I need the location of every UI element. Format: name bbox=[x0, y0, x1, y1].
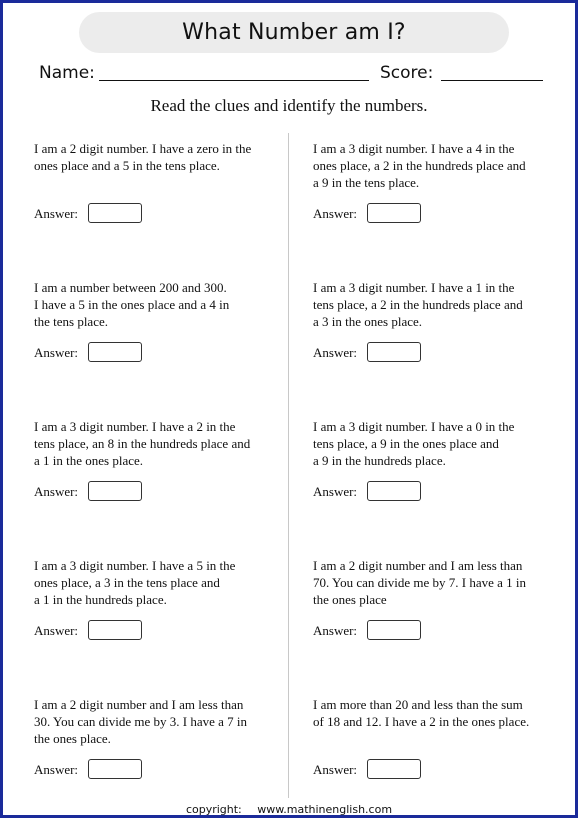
answer-box[interactable] bbox=[88, 203, 142, 223]
problem-1 bbox=[34, 140, 274, 221]
answer-label: Answer: bbox=[313, 206, 358, 221]
footer bbox=[3, 803, 575, 816]
problem-9 bbox=[34, 696, 274, 777]
score-label: Score: bbox=[380, 63, 434, 83]
clue-text: I am a 3 digit number. I have a 2 in the tens place, an 8 in the hundreds place and a 1 in the ones place. bbox=[34, 419, 251, 468]
clue-text: I am a number between 200 and 300. I have a 5 in the ones place and a 4 in the tens place. bbox=[34, 280, 230, 329]
problem-5 bbox=[34, 418, 274, 499]
name-field-line[interactable] bbox=[99, 80, 369, 81]
answer-label: Answer: bbox=[34, 762, 79, 777]
answer-box[interactable] bbox=[367, 620, 421, 640]
answer-label: Answer: bbox=[313, 762, 358, 777]
problem-7 bbox=[34, 557, 274, 638]
name-label: Name: bbox=[39, 63, 95, 83]
problem-2 bbox=[313, 140, 553, 221]
answer-box[interactable] bbox=[88, 759, 142, 779]
clue-text: I am more than 20 and less than the sum of 18 and 12. I have a 2 in the ones place. bbox=[313, 697, 530, 729]
answer-label: Answer: bbox=[313, 623, 358, 638]
answer-label: Answer: bbox=[313, 345, 358, 360]
problem-10 bbox=[313, 696, 553, 777]
instructions: Read the clues and identify the numbers. bbox=[150, 96, 428, 115]
answer-box[interactable] bbox=[88, 342, 142, 362]
name-score-row bbox=[39, 61, 549, 87]
answer-box[interactable] bbox=[367, 342, 421, 362]
problem-3 bbox=[34, 279, 274, 360]
title-banner bbox=[79, 12, 509, 53]
clue-text: I am a 3 digit number. I have a 5 in the ones place, a 3 in the tens place and a 1 in the hundreds place. bbox=[34, 558, 236, 607]
problem-6 bbox=[313, 418, 553, 499]
answer-box[interactable] bbox=[88, 620, 142, 640]
answer-box[interactable] bbox=[367, 203, 421, 223]
problem-4 bbox=[313, 279, 553, 360]
answer-label: Answer: bbox=[34, 484, 79, 499]
answer-label: Answer: bbox=[34, 206, 79, 221]
answer-box[interactable] bbox=[367, 481, 421, 501]
clue-text: I am a 2 digit number. I have a zero in the ones place and a 5 in the tens place. bbox=[34, 141, 252, 173]
site-link[interactable]: www.mathinenglish.com bbox=[257, 803, 393, 816]
page-title: What Number am I? bbox=[182, 20, 406, 45]
answer-label: Answer: bbox=[313, 484, 358, 499]
score-field-line[interactable] bbox=[441, 80, 543, 81]
copyright-label: copyright: bbox=[185, 803, 242, 816]
clue-text: I am a 3 digit number. I have a 1 in the tens place, a 2 in the hundreds place and a 3 in the ones place. bbox=[313, 280, 523, 329]
answer-label: Answer: bbox=[34, 345, 79, 360]
clue-text: I am a 3 digit number. I have a 4 in the ones place, a 2 in the hundreds place and a 9 in the tens place. bbox=[313, 141, 526, 190]
clue-text: I am a 2 digit number and I am less than 70. You can divide me by 7. I have a 1 in the ones place bbox=[313, 558, 527, 607]
clue-text: I am a 3 digit number. I have a 0 in the tens place, a 9 in the ones place and a 9 in the hundreds place. bbox=[313, 419, 515, 468]
answer-box[interactable] bbox=[88, 481, 142, 501]
problem-8 bbox=[313, 557, 553, 638]
clue-text: I am a 2 digit number and I am less than 30. You can divide me by 3. I have a 7 in the ones place. bbox=[34, 697, 248, 746]
answer-box[interactable] bbox=[367, 759, 421, 779]
column-divider bbox=[288, 133, 289, 798]
answer-label: Answer: bbox=[34, 623, 79, 638]
